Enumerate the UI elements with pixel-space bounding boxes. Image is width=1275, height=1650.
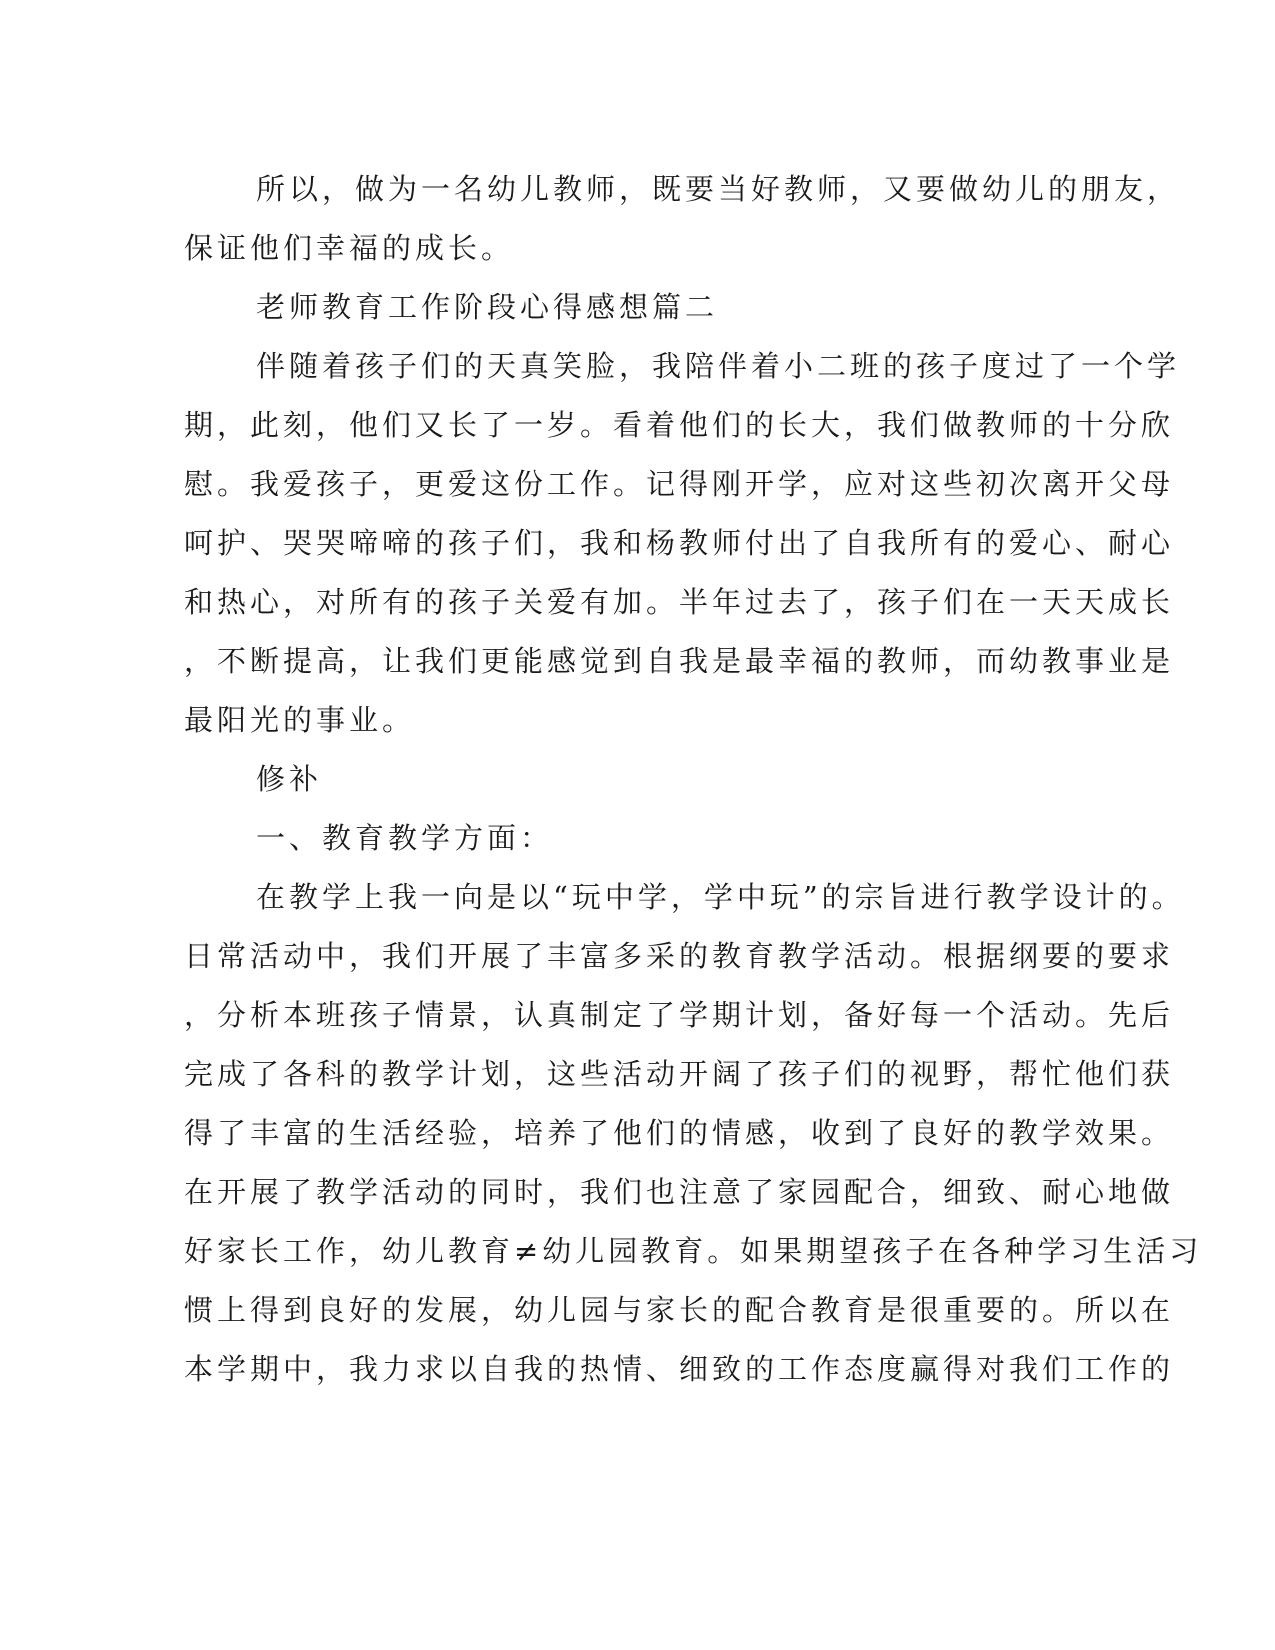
paragraph-line: 完成了各科的教学计划，这些活动开阔了孩子们的视野，帮忙他们获 bbox=[184, 1057, 1175, 1091]
paragraph-line: 最阳光的事业。 bbox=[184, 703, 416, 737]
paragraph-line: 本学期中，我力求以自我的热情、细致的工作态度赢得对我们工作的 bbox=[184, 1352, 1175, 1386]
paragraph-line: 在教学上我一向是以“玩中学，学中玩”的宗旨进行教学设计的。 bbox=[256, 880, 1185, 914]
paragraph-line: 呵护、哭哭啼啼的孩子们，我和杨教师付出了自我所有的爱心、耐心 bbox=[184, 526, 1175, 560]
paragraph-line: 日常活动中，我们开展了丰富多采的教育教学活动。根据纲要的要求 bbox=[184, 939, 1175, 973]
section-heading: 一、教育教学方面： bbox=[256, 821, 554, 855]
paragraph-line: 所以，做为一名幼儿教师，既要当好教师，又要做幼儿的朋友， bbox=[256, 172, 1181, 206]
section-heading: 修补 bbox=[256, 762, 323, 796]
paragraph-line: 伴随着孩子们的天真笑脸，我陪伴着小二班的孩子度过了一个学 bbox=[256, 349, 1181, 383]
paragraph-line: 好家长工作，幼儿教育≠幼儿园教育。如果期望孩子在各种学习生活习 bbox=[184, 1234, 1203, 1268]
paragraph-line: 惯上得到良好的发展，幼儿园与家长的配合教育是很重要的。所以在 bbox=[184, 1293, 1175, 1327]
paragraph-line: 慰。我爱孩子，更爱这份工作。记得刚开学，应对这些初次离开父母 bbox=[184, 467, 1175, 501]
paragraph-line: ，分析本班孩子情景，认真制定了学期计划，备好每一个活动。先后 bbox=[184, 998, 1175, 1032]
paragraph-line: 在开展了教学活动的同时，我们也注意了家园配合，细致、耐心地做 bbox=[184, 1175, 1175, 1209]
paragraph-line: 得了丰富的生活经验，培养了他们的情感，收到了良好的教学效果。 bbox=[184, 1116, 1175, 1150]
paragraph-line: 和热心，对所有的孩子关爱有加。半年过去了，孩子们在一天天成长 bbox=[184, 585, 1175, 619]
paragraph-line: ，不断提高，让我们更能感觉到自我是最幸福的教师，而幼教事业是 bbox=[184, 644, 1175, 678]
document-body bbox=[184, 160, 1203, 1399]
paragraph-line: 期，此刻，他们又长了一岁。看着他们的长大，我们做教师的十分欣 bbox=[184, 408, 1175, 442]
paragraph-line: 保证他们幸福的成长。 bbox=[184, 231, 515, 265]
section-heading: 老师教育工作阶段心得感想篇二 bbox=[256, 290, 719, 324]
